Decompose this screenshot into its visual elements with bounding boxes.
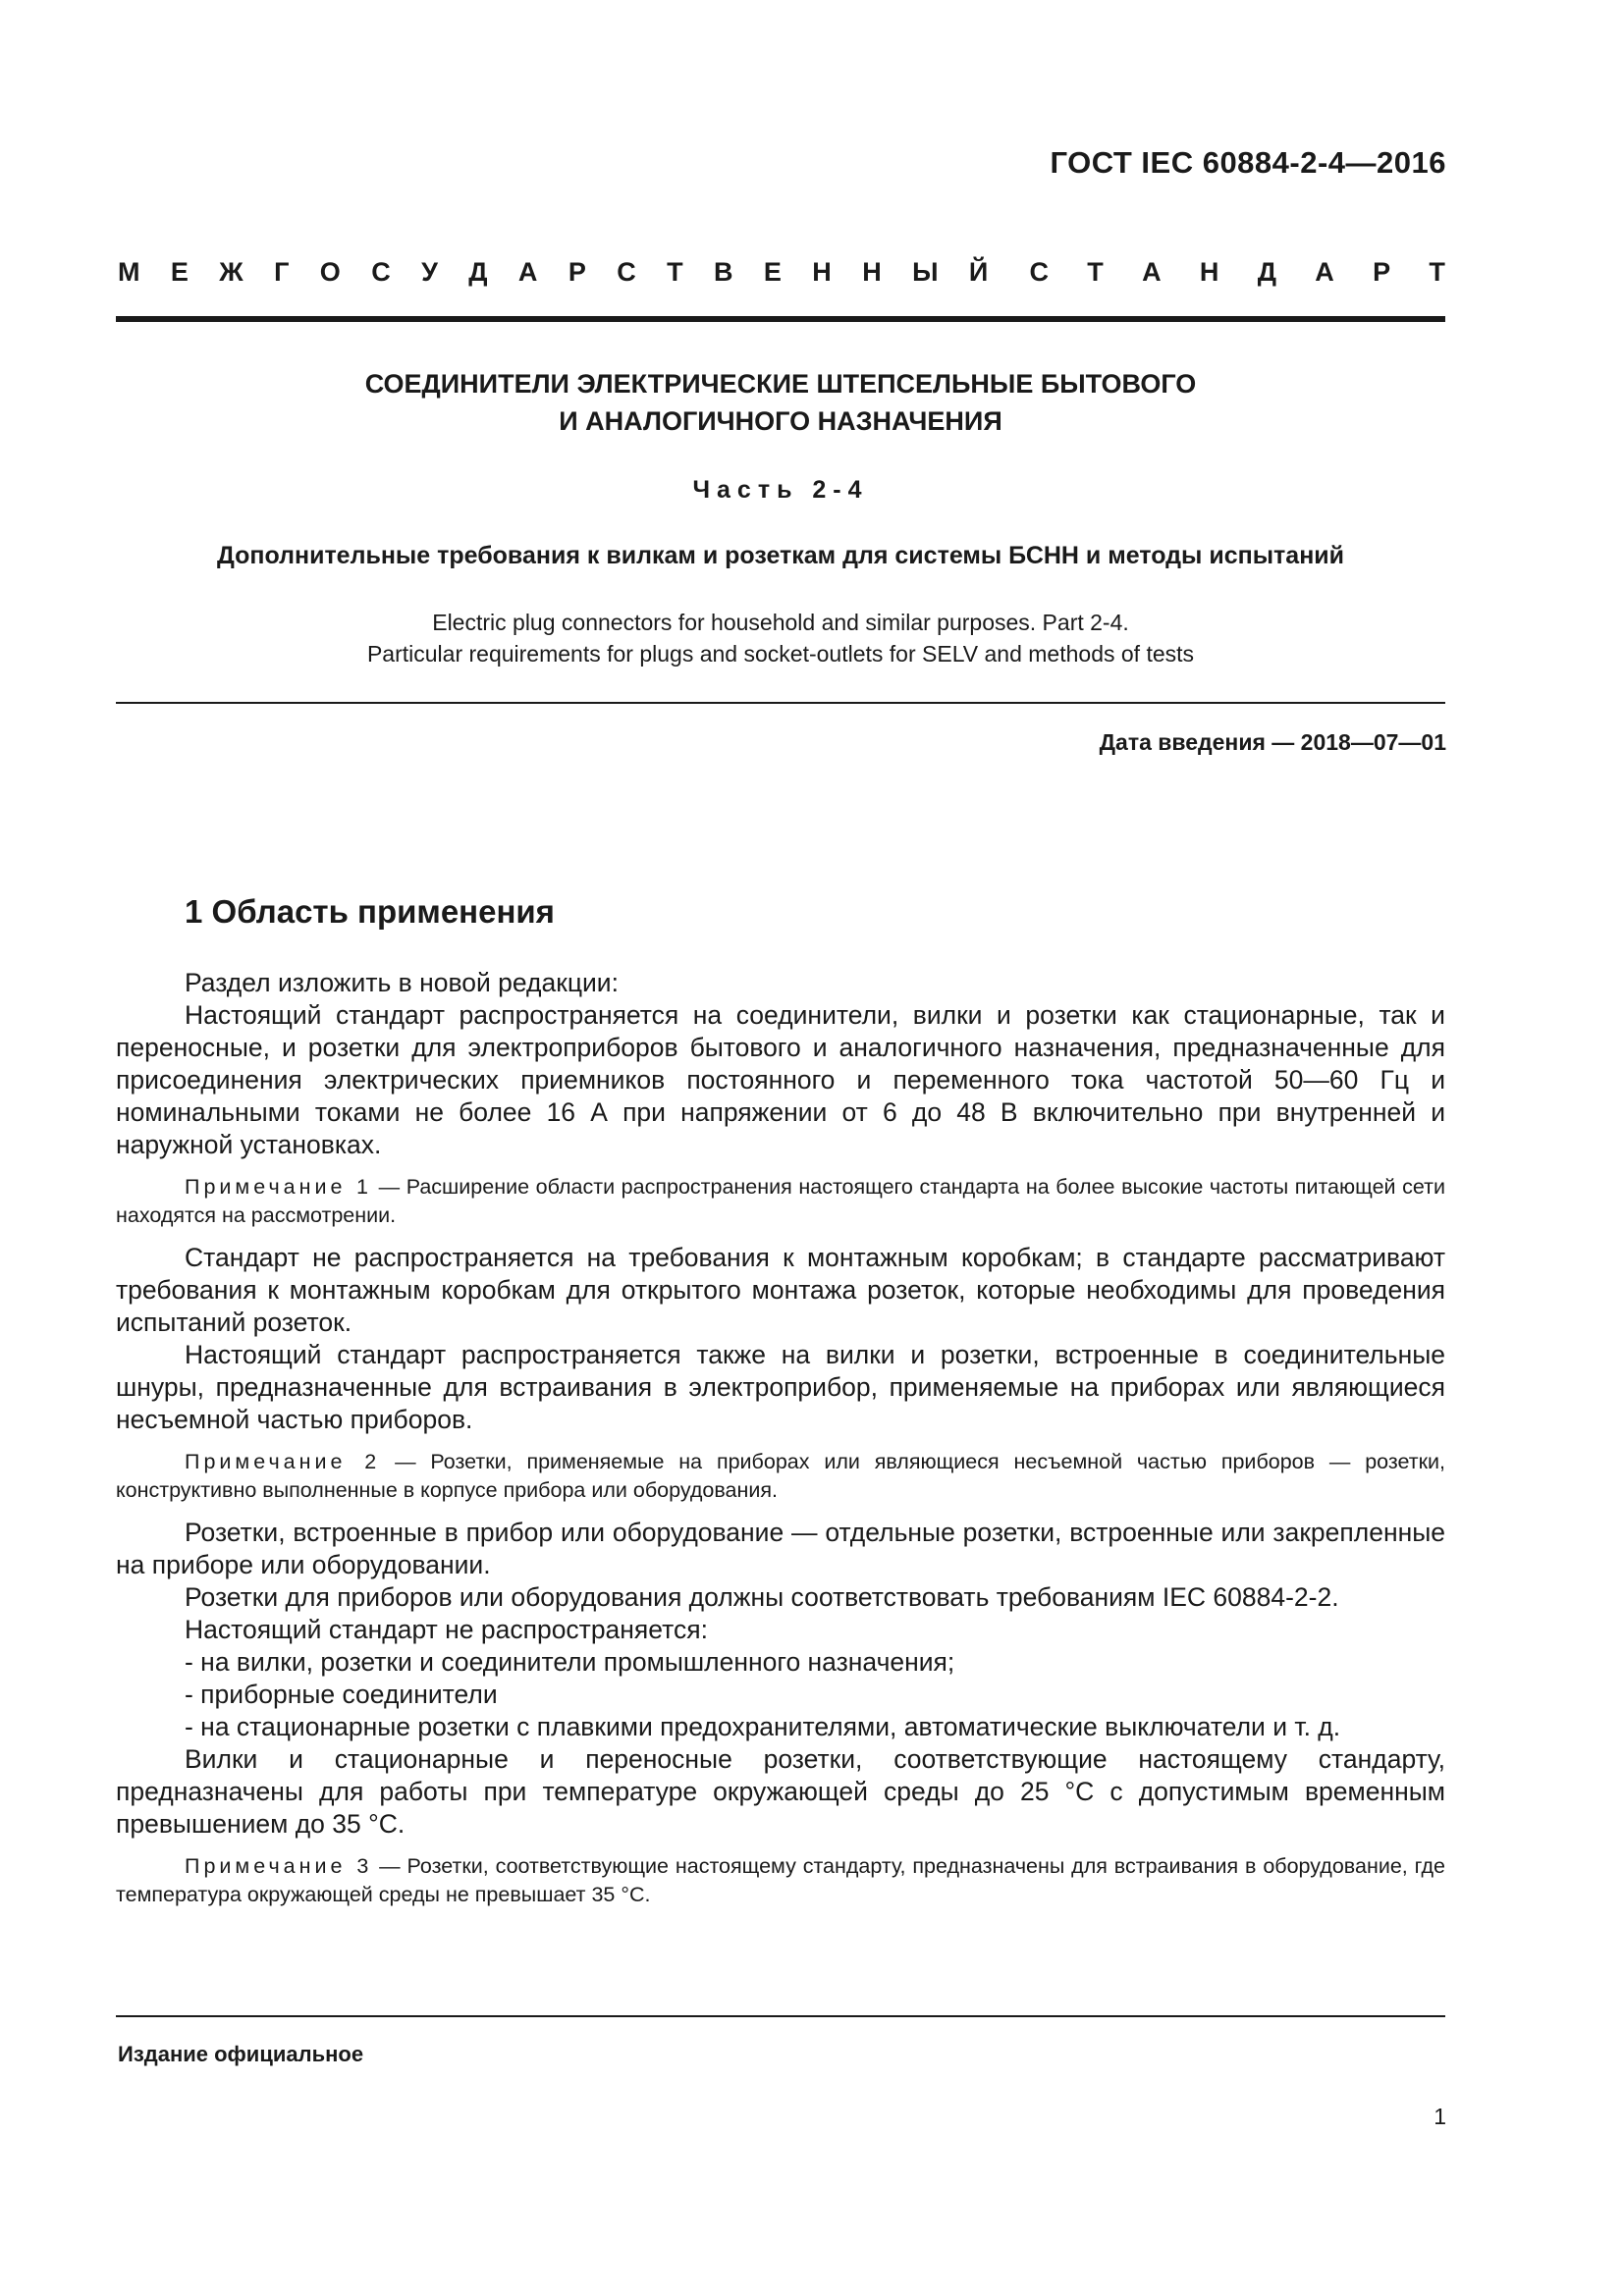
banner-letter: Р <box>568 257 586 287</box>
note-3 <box>116 1852 1445 1909</box>
paragraph: Раздел изложить в новой редакции: <box>185 968 619 997</box>
note-label: Примечание 3 <box>185 1854 373 1878</box>
note-1 <box>116 1173 1445 1230</box>
list-item: - на вилки, розетки и соединители промышленного назначения; <box>185 1647 955 1677</box>
title-line-2: И АНАЛОГИЧНОГО НАЗНАЧЕНИЯ <box>559 406 1002 436</box>
note-label: Примечание 2 <box>185 1450 381 1473</box>
banner-letter: С <box>617 257 636 287</box>
list-item: - на стационарные розетки с плавкими предохранителями, автоматические выключатели и т. д. <box>185 1712 1341 1741</box>
note-label: Примечание 1 <box>185 1175 373 1199</box>
banner-letter: О <box>319 257 341 287</box>
banner-letter: Д <box>468 257 488 287</box>
note-2 <box>116 1448 1445 1505</box>
banner-letter: Р <box>1373 257 1391 287</box>
banner-letter: Ы <box>912 257 939 287</box>
paragraph: Настоящий стандарт распространяется на соединители, вилки и розетки как стационарные, так и переносные, и розетки для электроприборов бытового и аналогичного назначения, предназначенные для присоединения электрических приемников постоянного и переменного тока частотой 50—60 Гц и номинальными токами не более 16 А при напряжении от 6 до 48 В включительно при внутренней и наружной установках. <box>116 1000 1445 1159</box>
note-text: — Розетки, применяемые на приборах или являющиеся несъемной частью приборов — розетки, конструктивно выполненные в корпусе прибора или оборудования. <box>116 1450 1445 1502</box>
standard-word <box>1029 257 1445 288</box>
list-item: - приборные соединители <box>185 1680 498 1709</box>
banner-letter: С <box>371 257 391 287</box>
banner-letter: М <box>118 257 140 287</box>
banner-letter: Е <box>763 257 782 287</box>
paragraph: Вилки и стационарные и переносные розетки, соответствующие настоящему стандарту, предназначены для работы при температуре окружающей среды до 25 °С с допустимым временным превышением до 35 °С. <box>116 1744 1445 1839</box>
banner-letter: А <box>517 257 538 287</box>
note-text: — Розетки, соответствующие настоящему стандарту, предназначены для встраивания в оборудование, где температура окружающей среды не превышает 35 °С. <box>116 1854 1446 1906</box>
banner-letter: В <box>714 257 733 287</box>
banner-letter: А <box>1142 257 1162 287</box>
part-number: Часть 2-4 <box>692 476 869 504</box>
banner-letter: Ж <box>219 257 243 287</box>
header-thick-rule <box>116 316 1445 322</box>
note-text: — Расширение области распространения настоящего стандарта на более высокие частоты питающей сети находятся на рассмотрении. <box>116 1175 1446 1227</box>
paragraph: Настоящий стандарт не распространяется: <box>185 1615 708 1644</box>
title-line-1: СОЕДИНИТЕЛИ ЭЛЕКТРИЧЕСКИЕ ШТЕПСЕЛЬНЫЕ БЫТОВОГО <box>364 369 1197 399</box>
paragraph: Настоящий стандарт распространяется также на вилки и розетки, встроенные в соединительные шнуры, предназначенные для встраивания в электроприбор, применяемые на приборах или являющиеся несъемной частью приборов. <box>116 1340 1445 1434</box>
interstate-standard-banner <box>118 257 1445 288</box>
section-body <box>116 967 1445 1921</box>
gost-number: ГОСТ IEC 60884-2-4—2016 <box>1050 145 1446 180</box>
banner-letter: Н <box>1199 257 1219 287</box>
banner-letter: Г <box>274 257 290 287</box>
english-title <box>116 607 1445 669</box>
banner-letter: Й <box>968 257 989 287</box>
official-edition-label: Издание официальное <box>118 2042 364 2066</box>
page-number: 1 <box>1434 2104 1446 2129</box>
banner-letter: А <box>1315 257 1334 287</box>
banner-letter: Т <box>1429 257 1445 287</box>
introduction-date: Дата введения — 2018—07—01 <box>1099 729 1446 755</box>
banner-letter: Н <box>862 257 882 287</box>
footer-rule <box>116 2015 1445 2017</box>
english-title-line-2: Particular requirements for plugs and socket-outlets for SELV and methods of tests <box>366 641 1195 667</box>
banner-letter: С <box>1029 257 1049 287</box>
document-subtitle: Дополнительные требования к вилкам и розеткам для системы БСНН и методы испытаний <box>216 542 1345 569</box>
banner-gap <box>988 257 1029 288</box>
interstate-word <box>118 257 988 288</box>
paragraph: Розетки для приборов или оборудования должны соответствовать требованиям IEC 60884-2-2. <box>185 1582 1339 1612</box>
banner-letter: Е <box>170 257 189 287</box>
banner-letter: Т <box>1087 257 1104 287</box>
banner-letter: У <box>421 257 438 287</box>
document-title <box>116 365 1445 440</box>
paragraph: Розетки, встроенные в прибор или оборудование — отдельные розетки, встроенные или закрепленные на приборе или оборудовании. <box>116 1518 1445 1579</box>
banner-letter: Д <box>1257 257 1276 287</box>
banner-letter: Т <box>667 257 683 287</box>
title-bottom-rule <box>116 702 1445 704</box>
paragraph: Стандарт не распространяется на требования к монтажным коробкам; в стандарте рассматривают требования к монтажным коробкам для открытого монтажа розеток, которые необходимы для проведения испытаний розеток. <box>116 1243 1445 1337</box>
section-heading: 1 Область применения <box>185 893 555 930</box>
english-title-line-1: Electric plug connectors for household and similar purposes. Part 2-4. <box>432 610 1129 635</box>
banner-letter: Н <box>812 257 832 287</box>
